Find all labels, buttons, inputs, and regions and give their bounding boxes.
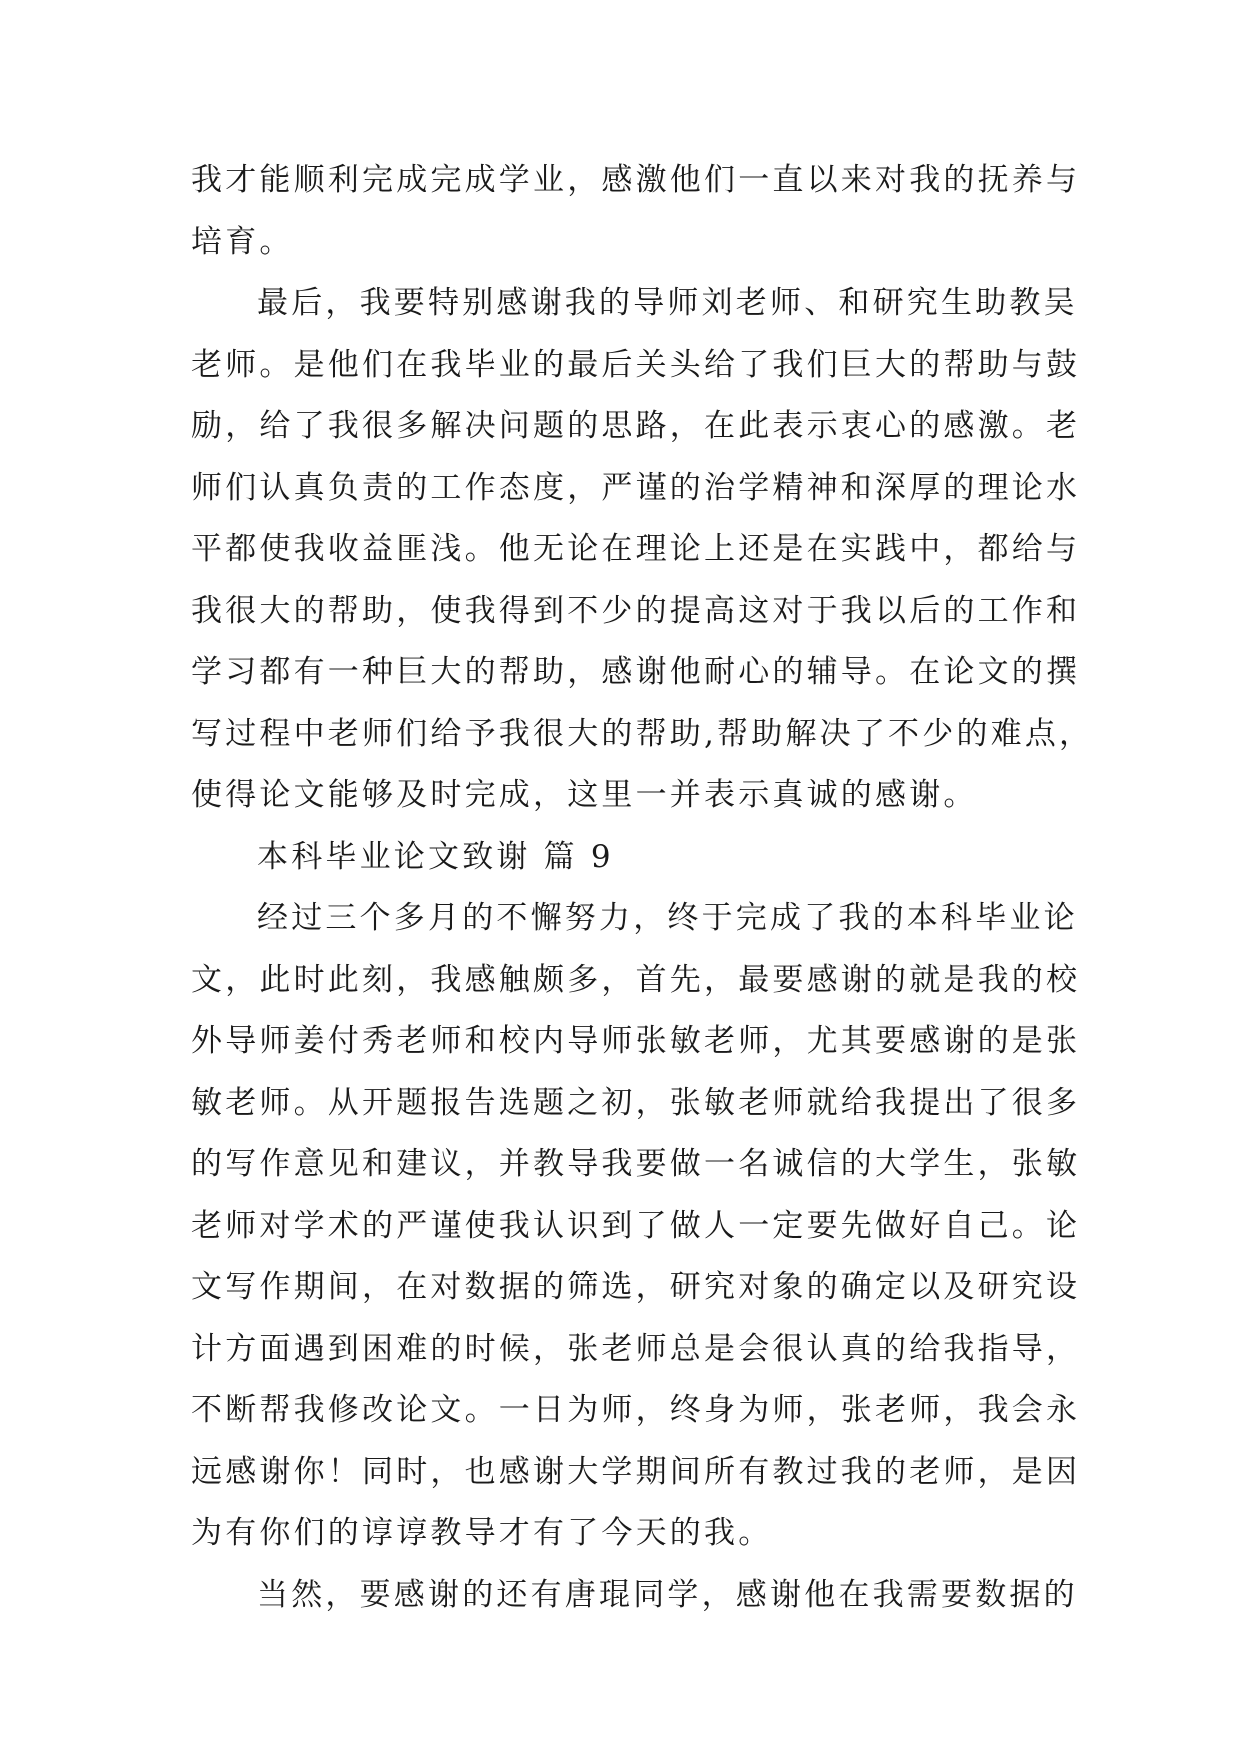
- text-line: 培育。: [191, 223, 294, 260]
- paragraph-first-line: 最后，我要特别感谢我的导师刘老师、和研究生助教吴: [257, 285, 1078, 321]
- text-line: 学习都有一种巨大的帮助，感谢他耐心的辅导。在论文的撰: [191, 654, 1081, 690]
- text-line: 文写作期间，在对数据的筛选，研究对象的确定以及研究设: [191, 1269, 1081, 1305]
- text-line: 励，给了我很多解决问题的思路，在此表示衷心的感激。老: [191, 408, 1081, 444]
- text-line: 平都使我收益匪浅。他无论在理论上还是在实践中，都给与: [191, 531, 1081, 567]
- paragraph-first-line: 当然，要感谢的还有唐琨同学，感谢他在我需要数据的: [257, 1576, 1078, 1613]
- text-line: 我才能顺利完成完成学业，感激他们一直以来对我的抚养与: [191, 162, 1081, 198]
- paragraph-first-line: 经过三个多月的不懈努力，终于完成了我的本科毕业论: [257, 900, 1078, 936]
- text-line: 为有你们的谆谆教导才有了今天的我。: [191, 1515, 773, 1551]
- text-line: 的写作意见和建议，并教导我要做一名诚信的大学生，张敏: [191, 1146, 1081, 1182]
- text-line: 敏老师。从开题报告选题之初，张敏老师就给我提出了很多: [191, 1084, 1081, 1121]
- text-line: 文，此时此刻，我感触颇多，首先，最要感谢的就是我的校: [191, 961, 1081, 998]
- text-line: 师们认真负责的工作态度，严谨的治学精神和深厚的理论水: [191, 469, 1081, 506]
- text-line: 不断帮我修改论文。一日为师，终身为师，张老师，我会永: [191, 1392, 1081, 1428]
- section-heading: 本科毕业论文致谢 篇 9: [257, 838, 614, 875]
- text-line: 老师对学术的严谨使我认识到了做人一定要先做好自己。论: [191, 1207, 1081, 1244]
- text-line: 我很大的帮助，使我得到不少的提高这对于我以后的工作和: [191, 592, 1081, 629]
- text-line: 计方面遇到困难的时候，张老师总是会很认真的给我指导，: [191, 1330, 1081, 1367]
- text-line: 使得论文能够及时完成，这里一并表示真诚的感谢。: [191, 777, 978, 813]
- text-line: 远感谢你！同时，也感谢大学期间所有教过我的老师，是因: [191, 1453, 1081, 1490]
- text-line: 外导师姜付秀老师和校内导师张敏老师，尤其要感谢的是张: [191, 1023, 1081, 1059]
- text-line: 写过程中老师们给予我很大的帮助,帮助解决了不少的难点，: [191, 715, 1094, 752]
- text-line: 老师。是他们在我毕业的最后关头给了我们巨大的帮助与鼓: [191, 346, 1081, 383]
- body-text: [191, 150, 1094, 1626]
